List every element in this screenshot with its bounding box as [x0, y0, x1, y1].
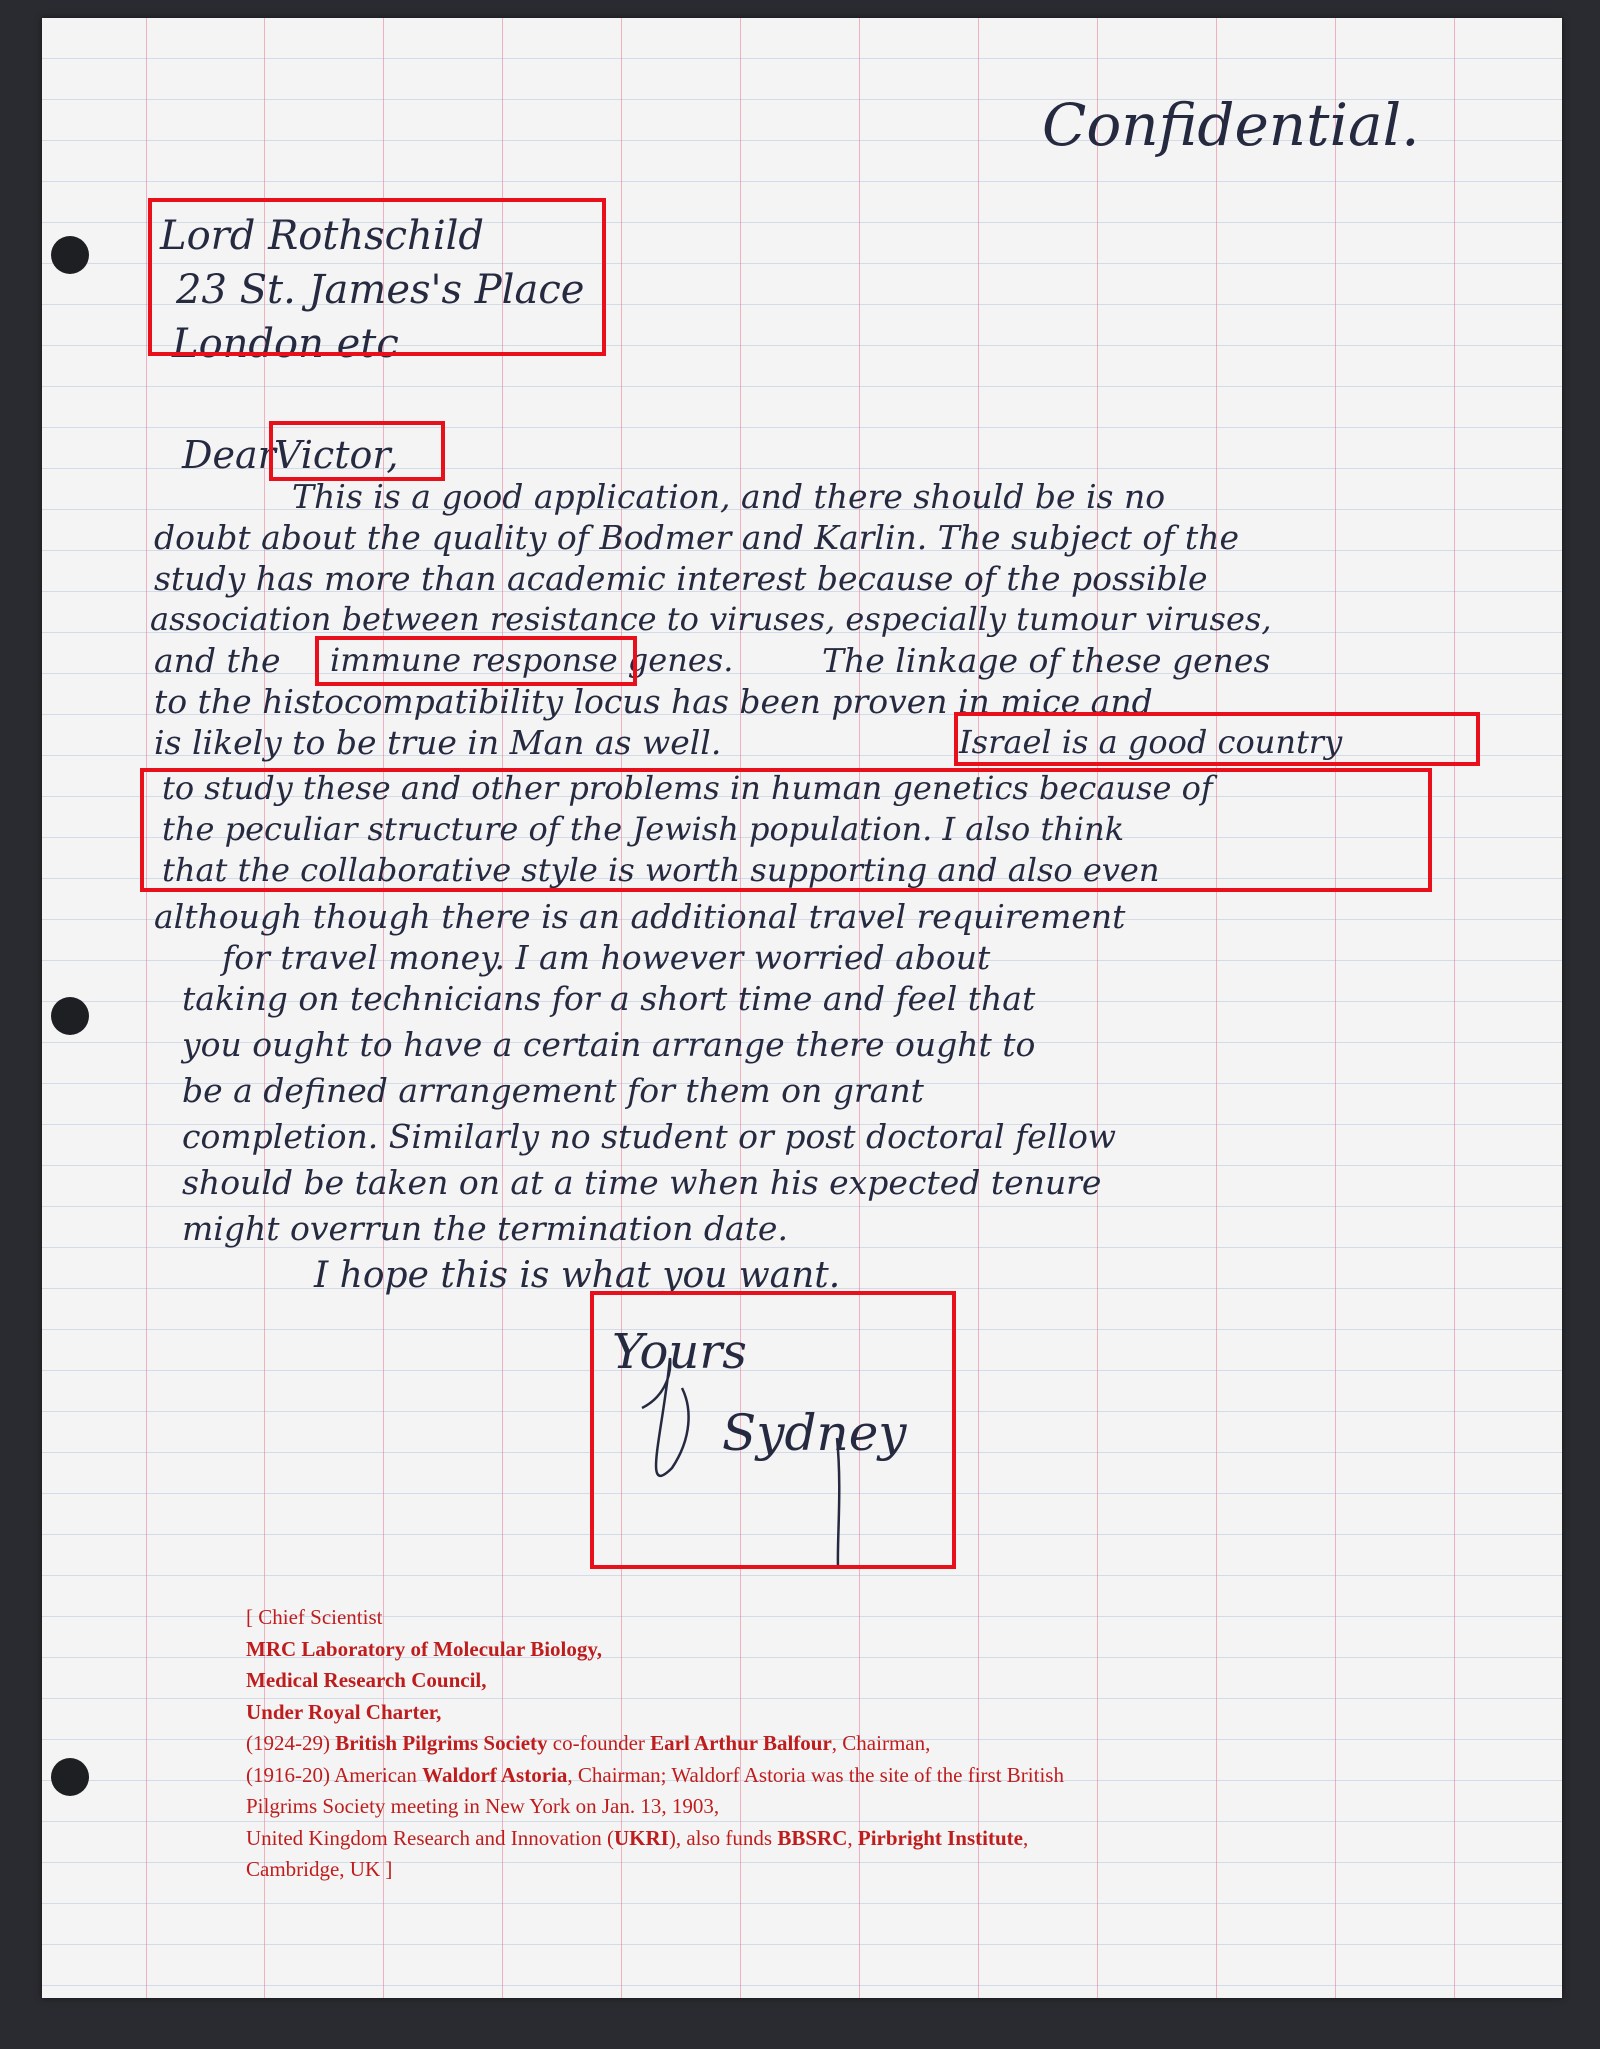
body-line-highlighted: Israel is a good country [959, 723, 1343, 761]
annotation-line: Pilgrims Society meeting in New York on Jan. 13, 1903, [246, 1794, 720, 1818]
ruled-line [1454, 18, 1455, 1998]
annotation-line: MRC Laboratory of Molecular Biology, [246, 1636, 602, 1661]
annotation-line: Under Royal Charter, [246, 1699, 442, 1724]
body-line: to the histocompatibility locus has been proven in mice and [154, 682, 1153, 721]
annotation-block [246, 1602, 1446, 1886]
body-line: for travel money. I am however worried about [222, 938, 991, 977]
annotation-line: (1916-20) American Waldorf Astoria, Chairman; Waldorf Astoria was the site of the first British [246, 1762, 1064, 1787]
address-line: London etc [172, 321, 399, 367]
body-line: The linkage of these genes [822, 641, 1271, 680]
body-line-highlighted: that the collaborative style is worth supporting and also even [162, 851, 1160, 889]
salutation-highlight-box [269, 421, 445, 481]
body-line: association between resistance to viruses, especially tumour viruses, [150, 600, 1272, 638]
body-line: This is a good application, and there should be is no [292, 477, 1166, 516]
genetics-highlight-box [140, 768, 1432, 892]
body-line: be a defined arrangement for them on grant [182, 1071, 924, 1110]
body-line: completion. Similarly no student or post doctoral fellow [182, 1117, 1117, 1156]
body-line-highlighted: the peculiar structure of the Jewish population. I also think [162, 810, 1125, 848]
signature-highlight-box [590, 1291, 956, 1569]
address-line: Lord Rothschild [160, 213, 485, 259]
body-line-highlighted: to study these and other problems in human genetics because of [162, 769, 1213, 807]
annotation-line: [ Chief Scientist [246, 1605, 383, 1629]
body-line: taking on technicians for a short time and feel that [182, 979, 1036, 1018]
body-line: should be taken on at a time when his expected tenure [182, 1163, 1102, 1202]
body-line: is likely to be true in Man as well. [154, 723, 722, 762]
annotation-line: United Kingdom Research and Innovation (UKRI), also funds BBSRC, Pirbright Institute, [246, 1825, 1029, 1850]
body-line: you ought to have a certain arrange there ought to [182, 1025, 1036, 1064]
annotation-line: Medical Research Council, [246, 1668, 487, 1692]
closing: Yours [612, 1324, 747, 1380]
address-line: 23 St. James's Place [176, 267, 585, 313]
body-line: although though there is an additional travel requirement [154, 897, 1126, 936]
body-line: doubt about the quality of Bodmer and Karlin. The subject of the [154, 518, 1239, 557]
salutation-prefix: Dear [182, 433, 276, 477]
confidential-heading: Confidential. [1042, 91, 1420, 159]
signature: Sydney [722, 1404, 907, 1462]
annotation-line: Cambridge, UK ] [246, 1857, 393, 1881]
body-line: study has more than academic interest because of the possible [154, 559, 1208, 598]
address-highlight-box [148, 198, 606, 356]
letter-page [42, 18, 1562, 1998]
annotation-line: (1924-29) British Pilgrims Society co-founder Earl Arthur Balfour, Chairman, [246, 1731, 931, 1755]
israel-highlight-box [954, 712, 1480, 766]
punch-hole [51, 1758, 89, 1796]
salutation-name: Victor, [274, 433, 399, 477]
body-line: I hope this is what you want. [314, 1255, 841, 1296]
ruled-line [146, 18, 147, 1998]
immune-genes-highlight-box [315, 636, 637, 686]
punch-hole [51, 236, 89, 274]
body-line: and the [154, 641, 281, 680]
punch-hole [51, 997, 89, 1035]
body-line-highlighted: immune response genes. [330, 641, 734, 679]
body-line: might overrun the termination date. [182, 1209, 788, 1248]
